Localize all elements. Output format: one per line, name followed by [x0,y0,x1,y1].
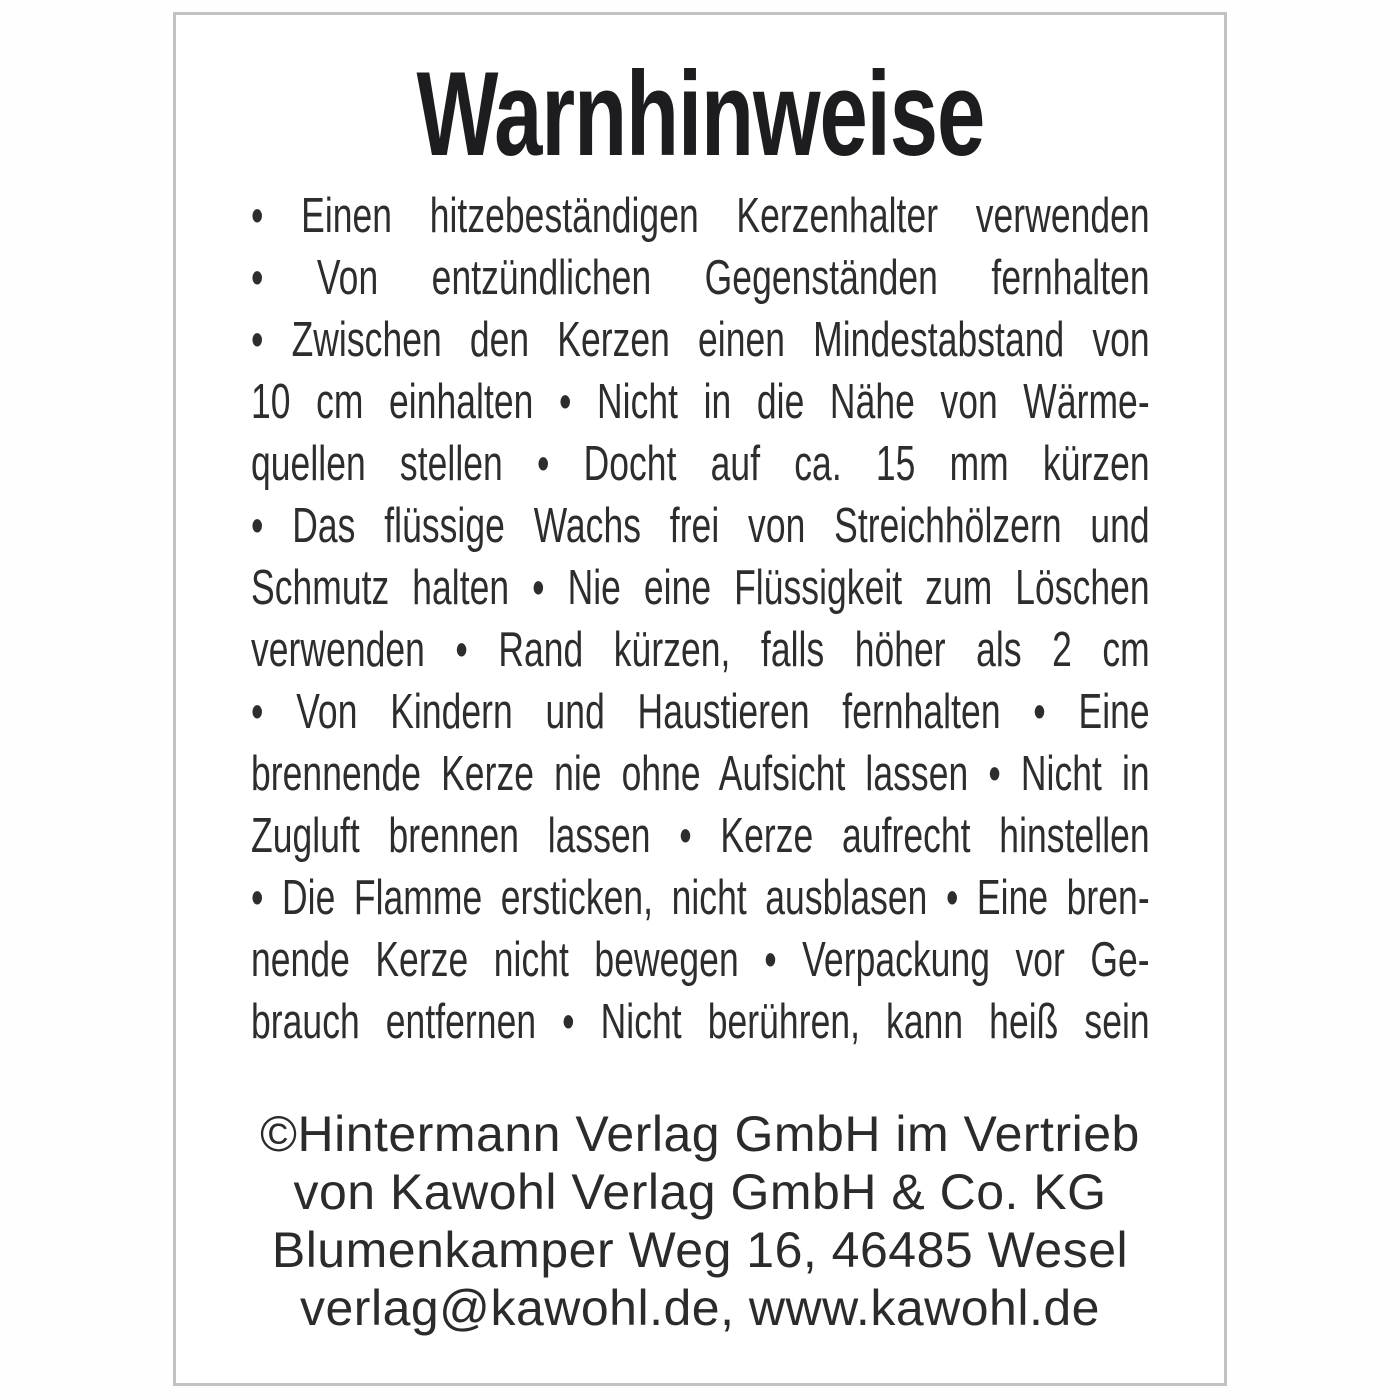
warning-line: quellen stellen • Docht auf ca. 15 mm kürzen [251,437,1150,491]
publisher-line-address: Blumenkamper Weg 16, 46485 Wesel [271,1222,1129,1278]
warning-line: • Einen hitzebeständigen Kerzenhalter verwenden [251,189,1150,243]
label-content [251,47,1150,1053]
warning-line: • Zwischen den Kerzen einen Mindestabstand von [251,313,1150,367]
publisher-line-contact: verlag@kawohl.de, www.kawohl.de [300,1280,1100,1336]
warning-line: Schmutz halten • Nie eine Flüssigkeit zum Löschen [251,561,1150,615]
warnings-paragraph [251,185,1150,1053]
warning-line: • Von Kindern und Haustieren fernhalten • Eine [251,685,1150,739]
warning-line: • Die Flamme ersticken, nicht ausblasen • Eine bren- [251,871,1150,925]
warning-label-card [173,12,1227,1386]
warning-line: • Von entzündlichen Gegenständen fernhalten [251,251,1150,305]
warning-line: brauch entfernen • Nicht berühren, kann heiß sein [251,995,1150,1049]
warning-line: brennende Kerze nie ohne Aufsicht lassen • Nicht in [251,747,1150,801]
warning-line: • Das flüssige Wachs frei von Streichhölzern und [251,499,1150,553]
warning-line: Zugluft brennen lassen • Kerze aufrecht hinstellen [251,809,1150,863]
page-title: Warnhinweise [416,47,985,181]
warning-line: verwenden • Rand kürzen, falls höher als 2 cm [251,623,1150,677]
publisher-line-distributor: von Kawohl Verlag GmbH & Co. KG [293,1164,1107,1220]
warning-line: 10 cm einhalten • Nicht in die Nähe von Wärme- [251,375,1150,429]
publisher-info [176,1105,1224,1337]
publisher-line-copyright: ©Hintermann Verlag GmbH im Vertrieb [260,1106,1140,1162]
warning-line: nende Kerze nicht bewegen • Verpackung vor Ge- [251,933,1150,987]
